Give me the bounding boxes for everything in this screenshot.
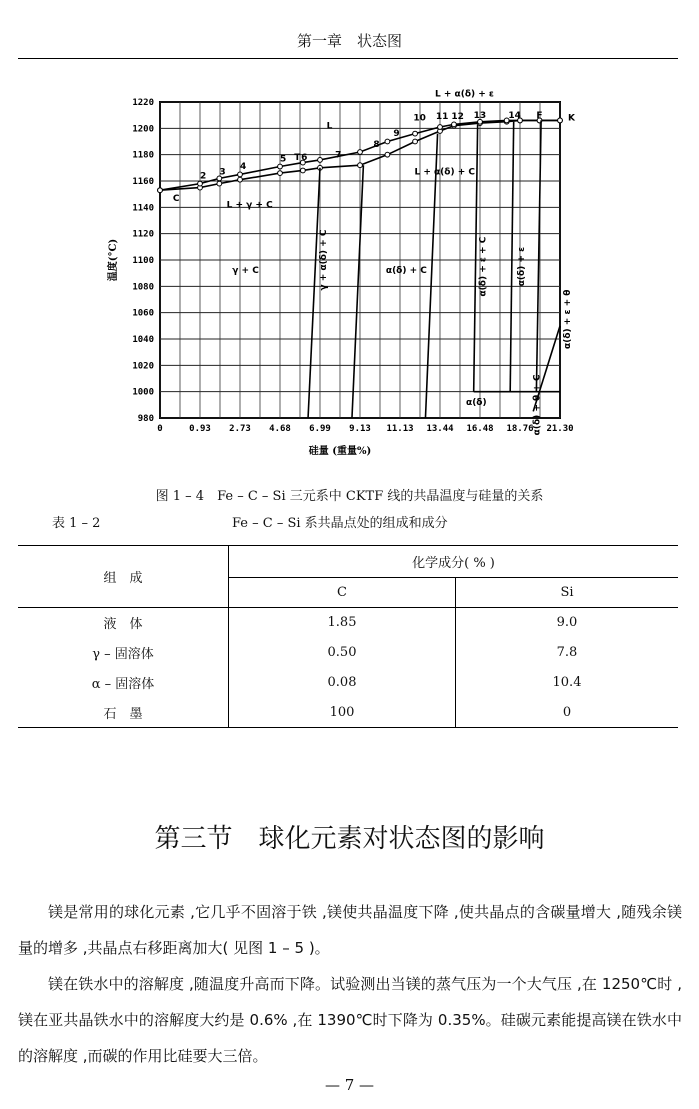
data-point: [438, 125, 443, 130]
chart-labels: [106, 90, 576, 457]
x-tick-label: 18.76: [506, 424, 534, 434]
y-tick-label: 1160: [132, 177, 154, 187]
region-label: α(δ) + C: [385, 266, 427, 277]
data-point: [358, 163, 363, 168]
x-tick-label: 16.48: [466, 424, 494, 434]
data-point: [278, 171, 283, 176]
section-title: 第三节 球化元素对状态图的影响: [154, 824, 545, 854]
table-title: Fe – C – Si 系共晶点处的组成和成分: [232, 516, 448, 531]
row-si: 7.8: [456, 638, 679, 668]
table-label: 表 1 – 2: [52, 516, 101, 531]
point-label: 6: [301, 152, 308, 163]
composition-table: [18, 545, 678, 728]
region-label: L + α(δ) + C: [414, 167, 476, 178]
row-si: 0: [456, 698, 679, 728]
y-tick-label: 1020: [132, 361, 154, 372]
data-point: [217, 181, 222, 186]
data-point: [158, 188, 163, 193]
y-tick-label: 1100: [132, 256, 154, 266]
data-point: [413, 139, 418, 144]
data-point: [198, 181, 203, 186]
region-label: γ + α(δ) + C: [318, 229, 329, 291]
data-point: [385, 152, 390, 157]
y-tick-label: 980: [137, 414, 154, 424]
y-tick-label: 1080: [132, 282, 154, 293]
data-point: [413, 131, 418, 136]
y-axis-label: 温度(°C): [108, 238, 119, 282]
y-tick-label: 1200: [132, 124, 154, 135]
running-header: 第一章 状态图: [296, 32, 402, 50]
point-label: 3: [219, 167, 226, 178]
row-name: α – 固溶体: [91, 677, 155, 692]
row-si: 10.4: [456, 668, 679, 698]
region-label: α(δ): [466, 397, 487, 408]
region-label: L + γ + C: [226, 200, 273, 211]
point-label: 9: [393, 129, 400, 140]
table-row: [18, 608, 678, 638]
x-tick-label: 13.44: [426, 424, 454, 434]
data-point: [358, 150, 363, 155]
row-si: 9.0: [456, 608, 679, 638]
phase-boundary: [308, 168, 320, 418]
point-label: T: [294, 152, 301, 163]
point-label: 2: [200, 171, 207, 182]
x-tick-label: 6.99: [309, 424, 331, 434]
data-point: [278, 164, 283, 169]
x-tick-label: 11.13: [386, 424, 414, 434]
region-label: α(δ) + ε + θ: [563, 289, 573, 349]
phase-diagram-chart: [100, 78, 586, 460]
point-label: 7: [335, 150, 342, 161]
row-name: γ – 固溶体: [92, 647, 154, 662]
y-tick-label: 1180: [132, 150, 154, 161]
paragraph-1: 镁是常用的球化元素 ,它几乎不固溶于铁 ,镁使共晶温度下降 ,使共晶点的含碳量增大 ,随残余镁量的增多 ,共晶点右移距离加大( 见图 1 – 5 )。: [18, 903, 682, 957]
header-composition: 组 成: [18, 546, 229, 608]
row-name: 石 墨: [18, 698, 229, 728]
row-c: 100: [229, 698, 456, 728]
phase-boundary: [474, 124, 478, 391]
point-label: 14: [508, 110, 521, 121]
point-label: 13: [473, 110, 487, 121]
header-rule: [18, 58, 678, 59]
x-tick-label: 21.30: [546, 424, 574, 434]
data-point: [452, 122, 457, 127]
point-label: 10: [413, 113, 426, 124]
paragraph-2: 镁在铁水中的溶解度 ,随温度升高而下降。试验测出当镁的蒸气压为一个大气压 ,在 1250℃时 ,镁在亚共晶铁水中的溶解度大约是 0.6% ,在 1390℃时下降为 0.35%。硅碳元素能提高镁在铁水中的溶解度 ,而碳的作用比硅要大三倍。: [18, 975, 682, 1065]
row-c: 0.08: [229, 668, 456, 698]
data-point: [238, 172, 243, 177]
point-label: K: [568, 113, 575, 124]
header-chem: 化学成分( % ): [229, 546, 679, 578]
x-axis-label: 硅量 (重量%): [308, 446, 372, 457]
point-label: 11: [435, 112, 449, 123]
y-tick-label: 1120: [132, 229, 154, 240]
table-row: [18, 638, 678, 668]
data-point: [318, 158, 323, 163]
figure-caption: 图 1 – 4 Fe – C – Si 三元系中 CKTF 线的共晶温度与硅量的关系: [155, 489, 544, 504]
page-number: — 7 —: [324, 1076, 375, 1094]
y-tick-label: 1040: [132, 335, 154, 345]
point-label: F: [536, 110, 543, 121]
table-row: [18, 698, 678, 728]
phase-boundary: [352, 165, 363, 418]
y-tick-label: 1000: [132, 387, 154, 398]
x-tick-label: 0: [157, 424, 163, 434]
y-tick-label: 1220: [132, 98, 154, 108]
table-row: [18, 668, 678, 698]
x-tick-label: 4.68: [269, 424, 291, 434]
point-label: 4: [240, 162, 247, 173]
header-si: Si: [456, 578, 679, 608]
x-tick-label: 2.73: [229, 424, 251, 434]
phase-boundary: [510, 122, 514, 392]
y-tick-label: 1060: [132, 308, 154, 319]
data-point: [385, 139, 390, 144]
data-point: [238, 177, 243, 182]
x-tick-label: 0.93: [189, 424, 211, 434]
x-tick-label: 9.13: [349, 424, 371, 434]
region-label: α(δ) + θ + C: [532, 374, 543, 436]
header-c: C: [229, 578, 456, 608]
row-name: 液 体: [103, 617, 143, 633]
region-label: L: [326, 121, 333, 132]
region-label: α(δ) + ε: [516, 246, 527, 287]
point-label: 12: [451, 112, 464, 123]
row-c: 1.85: [229, 608, 456, 638]
region-label: L + α(δ) + ε: [434, 89, 494, 100]
point-label: 8: [373, 139, 380, 150]
region-label: γ + C: [232, 266, 259, 277]
row-c: 0.50: [229, 638, 456, 668]
data-point: [300, 168, 305, 173]
data-point: [558, 118, 563, 123]
point-label: 5: [280, 154, 287, 165]
y-tick-label: 1140: [132, 203, 154, 214]
region-label: α(δ) + ε + C: [478, 236, 489, 297]
point-label: C: [172, 193, 180, 204]
